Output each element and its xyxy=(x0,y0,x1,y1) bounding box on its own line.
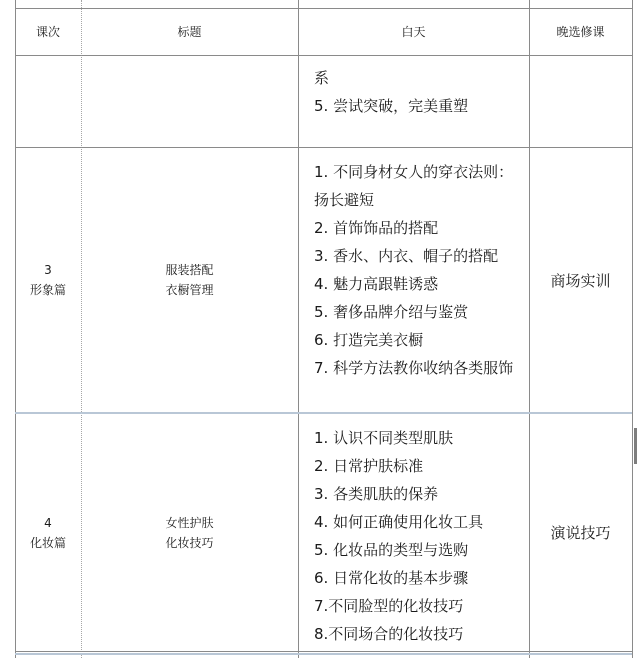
header-lesson xyxy=(15,8,81,55)
list-item: 7.不同脸型的化妆技巧 xyxy=(314,597,464,615)
lesson-cell xyxy=(15,148,81,412)
continued-daytime-list xyxy=(314,64,528,120)
table-border-right xyxy=(632,0,633,658)
lesson-cell xyxy=(15,414,81,651)
lesson-name: 形象篇 xyxy=(29,283,66,297)
header-title xyxy=(81,8,298,55)
header-daytime xyxy=(298,8,529,55)
list-item: 5. 奢侈品牌介绍与鉴赏 xyxy=(314,303,469,321)
list-item: 3. 各类肌肤的保养 xyxy=(314,485,439,503)
list-item: 系 xyxy=(314,69,330,87)
title-line: 化妆技巧 xyxy=(165,535,214,550)
title-line: 服装搭配 xyxy=(165,263,214,277)
list-item: 6. 日常化妆的基本步骤 xyxy=(314,569,469,587)
header-evening-label: 晚选修课 xyxy=(556,24,605,39)
header-divider xyxy=(15,55,632,56)
list-item: 8.不同场合的化妆技巧 xyxy=(314,625,464,643)
daytime-list xyxy=(314,158,528,382)
header-lesson-label: 课次 xyxy=(35,24,60,39)
evening-cell xyxy=(529,414,632,651)
evening-course: 商场实训 xyxy=(550,271,611,290)
header-evening xyxy=(529,8,632,55)
list-item: 4. 魅力高跟鞋诱惑 xyxy=(314,275,439,293)
list-item: 4. 如何正确使用化妆工具 xyxy=(314,513,484,531)
title-cell xyxy=(81,148,298,412)
list-item: 2. 日常护肤标准 xyxy=(314,457,424,475)
row-divider xyxy=(15,651,632,652)
header-daytime-label: 白天 xyxy=(401,24,426,39)
row-divider xyxy=(15,653,632,655)
list-item: 2. 首饰饰品的搭配 xyxy=(314,219,439,237)
list-item: 7. 科学方法教你收纳各类服饰 xyxy=(314,359,514,377)
list-item: 1. 认识不同类型肌肤 xyxy=(314,429,454,447)
list-item: 1. 不同身材女人的穿衣法则：扬长避短 xyxy=(314,163,514,209)
lesson-name: 化妆篇 xyxy=(29,535,66,550)
title-cell xyxy=(81,414,298,651)
header-title-label: 标题 xyxy=(177,24,202,39)
evening-course: 演说技巧 xyxy=(550,524,611,542)
lesson-number: 3 xyxy=(44,263,52,277)
title-line: 女性护肤 xyxy=(165,515,214,530)
list-item: 5. 尝试突破，完美重塑 xyxy=(314,97,469,115)
daytime-list xyxy=(314,424,528,648)
title-line: 衣橱管理 xyxy=(165,283,214,297)
evening-cell xyxy=(529,148,632,412)
list-item: 6. 打造完美衣橱 xyxy=(314,331,424,349)
lesson-number: 4 xyxy=(44,515,52,530)
column-divider xyxy=(298,0,299,658)
list-item: 3. 香水、内衣、帽子的搭配 xyxy=(314,247,499,265)
list-item: 5. 化妆品的类型与选购 xyxy=(314,541,469,559)
